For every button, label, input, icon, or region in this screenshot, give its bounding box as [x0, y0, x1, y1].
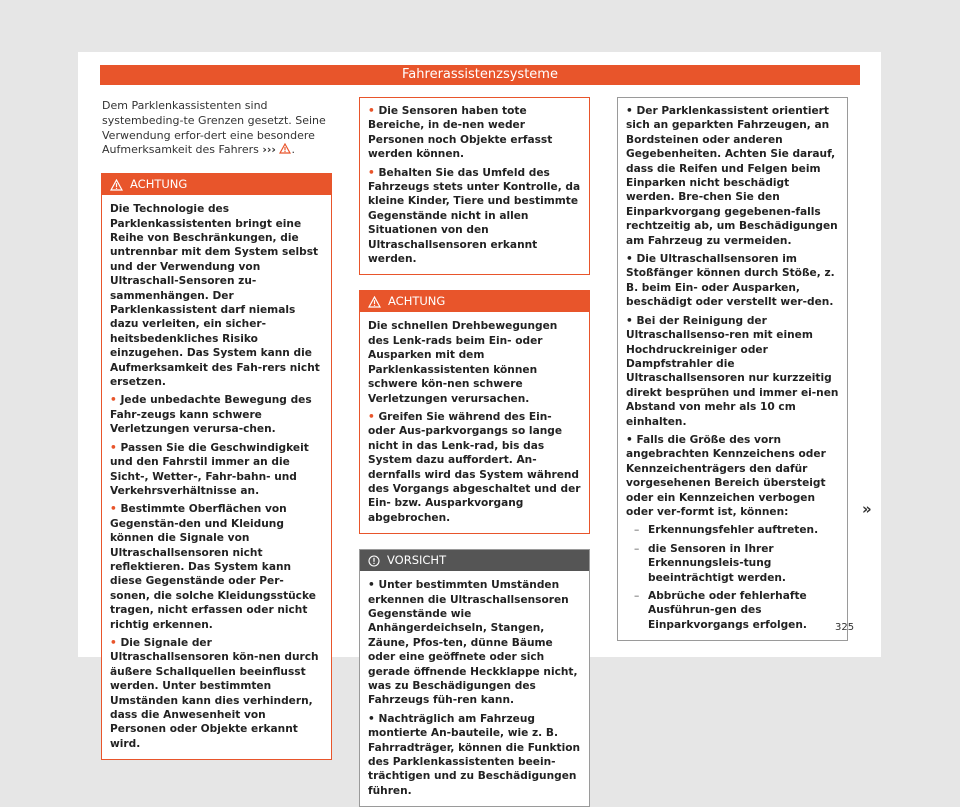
sub-list-item: – Abbrüche oder fehlerhafte Ausführun-gen des Einparkvorgangs erfolgen.: [634, 590, 807, 631]
caution-box-header: [360, 550, 589, 571]
list-item: • Jede unbedachte Bewegung des Fahr-zeugs kann schwere Verletzungen verursa-chen.: [110, 394, 312, 436]
warning-box-1: [101, 173, 332, 760]
intro-paragraph: Dem Parklenkassistenten sind systembeding-te Grenzen gesetzt. Seine Verwendung erfor-dert eine besondere Aufmerksamkeit des Fahrers: [102, 99, 326, 157]
list-item: • Die Sensoren haben tote Bereiche, in de-nen weder Personen noch Objekte erfasst werden können.: [368, 105, 553, 161]
page-title: Fahrerassistenzsysteme: [402, 67, 558, 82]
page-number: 325: [835, 622, 855, 633]
warning-lead: Die schnellen Drehbewegungen des Lenk-rads beim Ein- oder Ausparken mit dem Parklenkassistenten können schwere kön-nen schwere Verletzungen verursachen.: [368, 320, 558, 405]
warning-box-header: [102, 174, 331, 195]
warning-title: ACHTUNG: [388, 294, 446, 309]
list-item: • Der Parklenkassistent orientiert sich an geparkten Fahrzeugen, an Bordsteinen oder anderen Gegebenheiten. Achten Sie darauf, dass die Reifen und Felgen beim Einparken nicht beschädigt werden. Bre-chen Sie den Einparkvorgang gegebenen-falls rechtzeitig ab, um Beschädigungen am Fahrzeug zu vermeiden.: [626, 105, 838, 247]
list-item: • Passen Sie die Geschwindigkeit und den Fahrstil immer an die Sicht-, Wetter-, Fahr-bahn- und Verkehrsverhältnisse an.: [110, 441, 309, 497]
list-item: • Die Ultraschallsensoren im Stoßfänger können durch Stöße, z. B. beim Ein- oder Ausparken, beschädigt oder verstellt wer-den.: [626, 253, 835, 309]
warning-lead: Die Technologie des Parklenkassistenten bringt eine Reihe von Beschränkungen, die untrennbar mit dem System selbst und der Verwendung von Ultraschall-Sensoren zu-sammenhängen. Der Parklenkassistent darf niemals dazu verleiten, ein sicher-heitsbedenkliches Risiko einzugehen. Das System kann die Aufmerksamkeit des Fah-rers nicht ersetzen.: [110, 203, 320, 389]
list-item: • Die Signale der Ultraschallsensoren kön-nen durch äußere Schallquellen beeinflusst werden. Unter bestimmten Umständen kann dies verhindern, dass die Anwesenheit von Personen oder Objekte erkannt wird.: [110, 636, 319, 750]
caution-continued-body: [618, 98, 847, 640]
warning-continued-box: [359, 97, 590, 275]
caution-box-body: [360, 571, 589, 806]
warning-box-body: [102, 195, 331, 759]
list-item: • Bestimmte Oberflächen von Gegenstän-den und Kleidung können die Signale von Ultraschallsensoren nicht reflektieren. Das System kann diese Gegenstände oder Per-sonen, die solche Kleidungsstücke tragen, nicht erfassen oder nicht richtig erkennen.: [110, 503, 316, 631]
list-item: • Unter bestimmten Umständen erkennen die Ultraschallsensoren Gegenstände wie Anhängerdeichseln, Stangen, Zäune, Pfos-ten, dünne Bäume oder eine geöffnete oder sich gerade öffnende Heckklappe nicht, was zu Beschädigungen des Fahrzeugs füh-ren kann.: [368, 579, 578, 707]
warning-title: ACHTUNG: [130, 177, 188, 192]
warning-continued-body: [360, 98, 589, 274]
continue-mark: »: [862, 500, 872, 518]
reference-arrows: ›››: [262, 143, 276, 157]
page-header: [100, 65, 860, 85]
warning-box-body: [360, 312, 589, 533]
caution-continued-box: [617, 97, 848, 641]
list-item: • Greifen Sie während des Ein- oder Aus-parkvorgangs so lange nicht in das Lenk-rad, bis das System dazu auffordert. An-dernfalls wird das System während des Vorgangs abgeschaltet und der Ein- bzw. Ausparkvorgang abgebrochen.: [368, 410, 581, 524]
caution-title: VORSICHT: [387, 553, 447, 568]
warning-triangle-icon: [368, 296, 381, 308]
warning-box-header: [360, 291, 589, 312]
warning-box-2: [359, 290, 590, 534]
warning-triangle-icon: [279, 143, 291, 154]
intro-text: Dem Parklenkassistenten sind systembeding-te Grenzen gesetzt. Seine Verwendung erfor-dert eine besondere Aufmerksamkeit des Fahrers ››› .: [102, 99, 326, 157]
list-item: • Behalten Sie das Umfeld des Fahrzeugs stets unter Kontrolle, da kleine Kinder, Tiere und bestimmte Gegenstände nicht in allen Situationen von den Ultraschallsensoren erkannt werden.: [368, 166, 581, 266]
caution-box: [359, 549, 590, 807]
list-item: • Bei der Reinigung der Ultraschallsenso-ren mit einem Hochdruckreiniger oder Dampfstrahler die Ultraschallsensoren nur kurzzeitig direkt besprühen und immer ei-nen Abstand von mehr als 10 cm einhalten.: [626, 314, 839, 428]
column-middle: [359, 97, 590, 807]
sub-list-item: – Erkennungsfehler auftreten.: [634, 524, 819, 537]
info-circle-icon: [368, 555, 380, 567]
sub-list-item: – die Sensoren in Ihrer Erkennungsleis-tung beeinträchtigt werden.: [634, 542, 786, 584]
list-item: • Nachträglich am Fahrzeug montierte An-bauteile, wie z. B. Fahrradträger, können die Funktion des Parklenkassistenten beein-trächtigen und zu Beschädigungen führen.: [368, 712, 581, 797]
list-item: • Falls die Größe des vorn angebrachten Kennzeichens oder Kennzeichenträgers den dafür vorgesehenen Bereich übersteigt oder ein Kennzeichen verbogen oder ver-formt ist, können:: [626, 433, 826, 518]
column-left: [101, 97, 332, 760]
warning-triangle-icon: [110, 179, 123, 191]
column-right: [617, 97, 848, 641]
